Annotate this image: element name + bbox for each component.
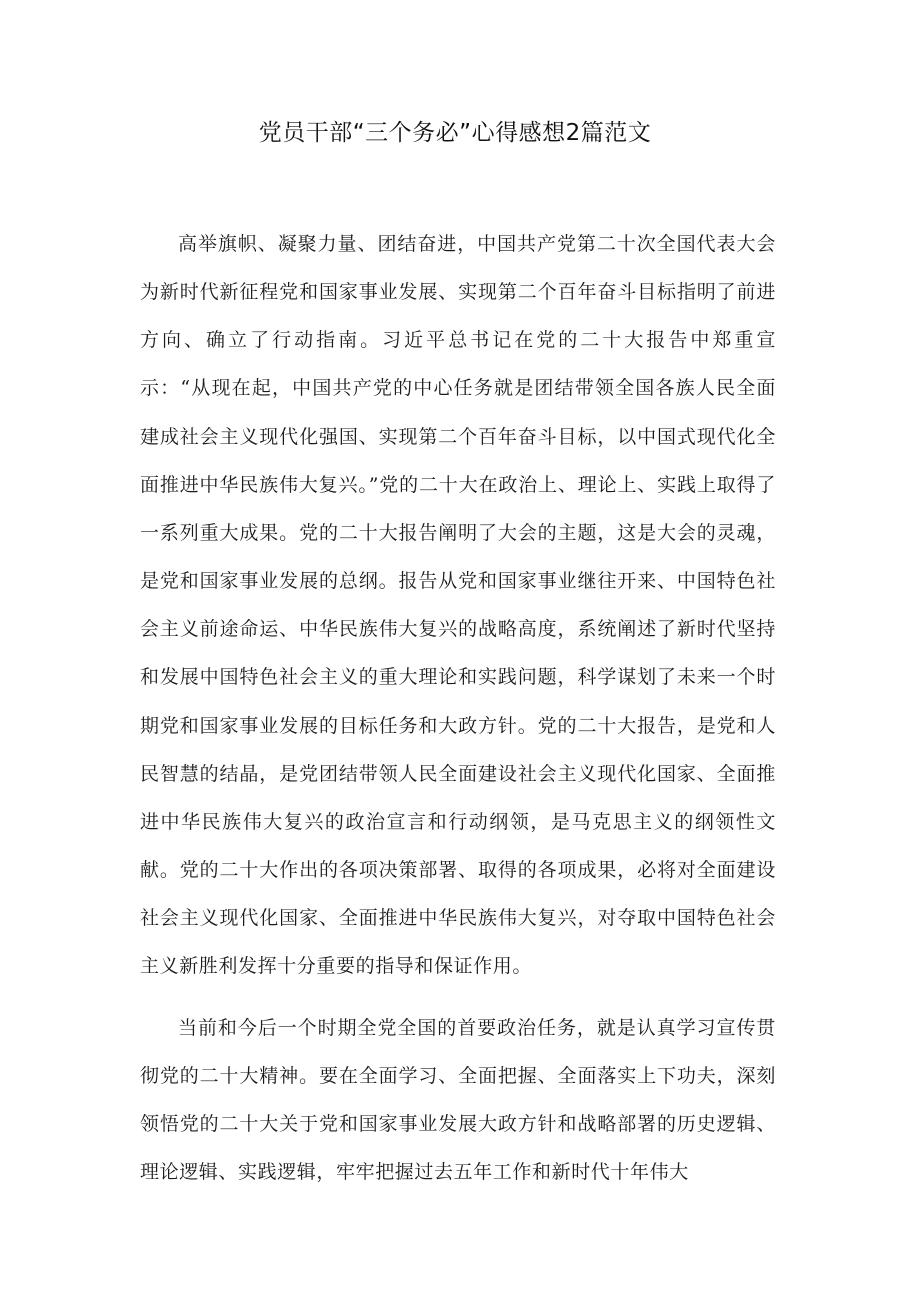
paragraph-1: 高举旗帜、凝聚力量、团结奋进，中国共产党第二十次全国代表大会为新时代新征程党和国家事业发展、实现第二个百年奋斗目标指明了前进方向、确立了行动指南。习近平总书记在党的二十大报告中郑重宣示：“从现在起，中国共产党的中心任务就是团结带领全国各族人民全面建成社会主义现代化强国、实现第二个百年奋斗目标，以中国式现代化全面推进中华民族伟大复兴。”党的二十大在政治上、理论上、实践上取得了一系列重大成果。党的二十大报告阐明了大会的主题，这是大会的灵魂，是党和国家事业发展的总纲。报告从党和国家事业继往开来、中国特色社会主义前途命运、中华民族伟大复兴的战略高度，系统阐述了新时代坚持和发展中国特色社会主义的重大理论和实践问题，科学谋划了未来一个时期党和国家事业发展的目标任务和大政方针。党的二十大报告，是党和人民智慧的结晶，是党团结带领人民全面建设社会主义现代化国家、全面推进中华民族伟大复兴的政治宣言和行动纲领，是马克思主义的纲领性文献。党的二十大作出的各项决策部署、取得的各项成果，必将对全面建设社会主义现代化国家、全面推进中华民族伟大复兴，对夺取中国特色社会主义新胜利发挥十分重要的指导和保证作用。 [140, 233, 776, 978]
paragraph-2: 当前和今后一个时期全党全国的首要政治任务，就是认真学习宣传贯彻党的二十大精神。要在全面学习、全面把握、全面落实上下功夫，深刻领悟党的二十大关于党和国家事业发展大政方针和战略部署的历史逻辑、理论逻辑、实践逻辑，牢牢把握过去五年工作和新时代十年伟大 [140, 1017, 776, 1184]
page-title: 党员干部“三个务必”心得感想2篇范文 [258, 120, 652, 146]
